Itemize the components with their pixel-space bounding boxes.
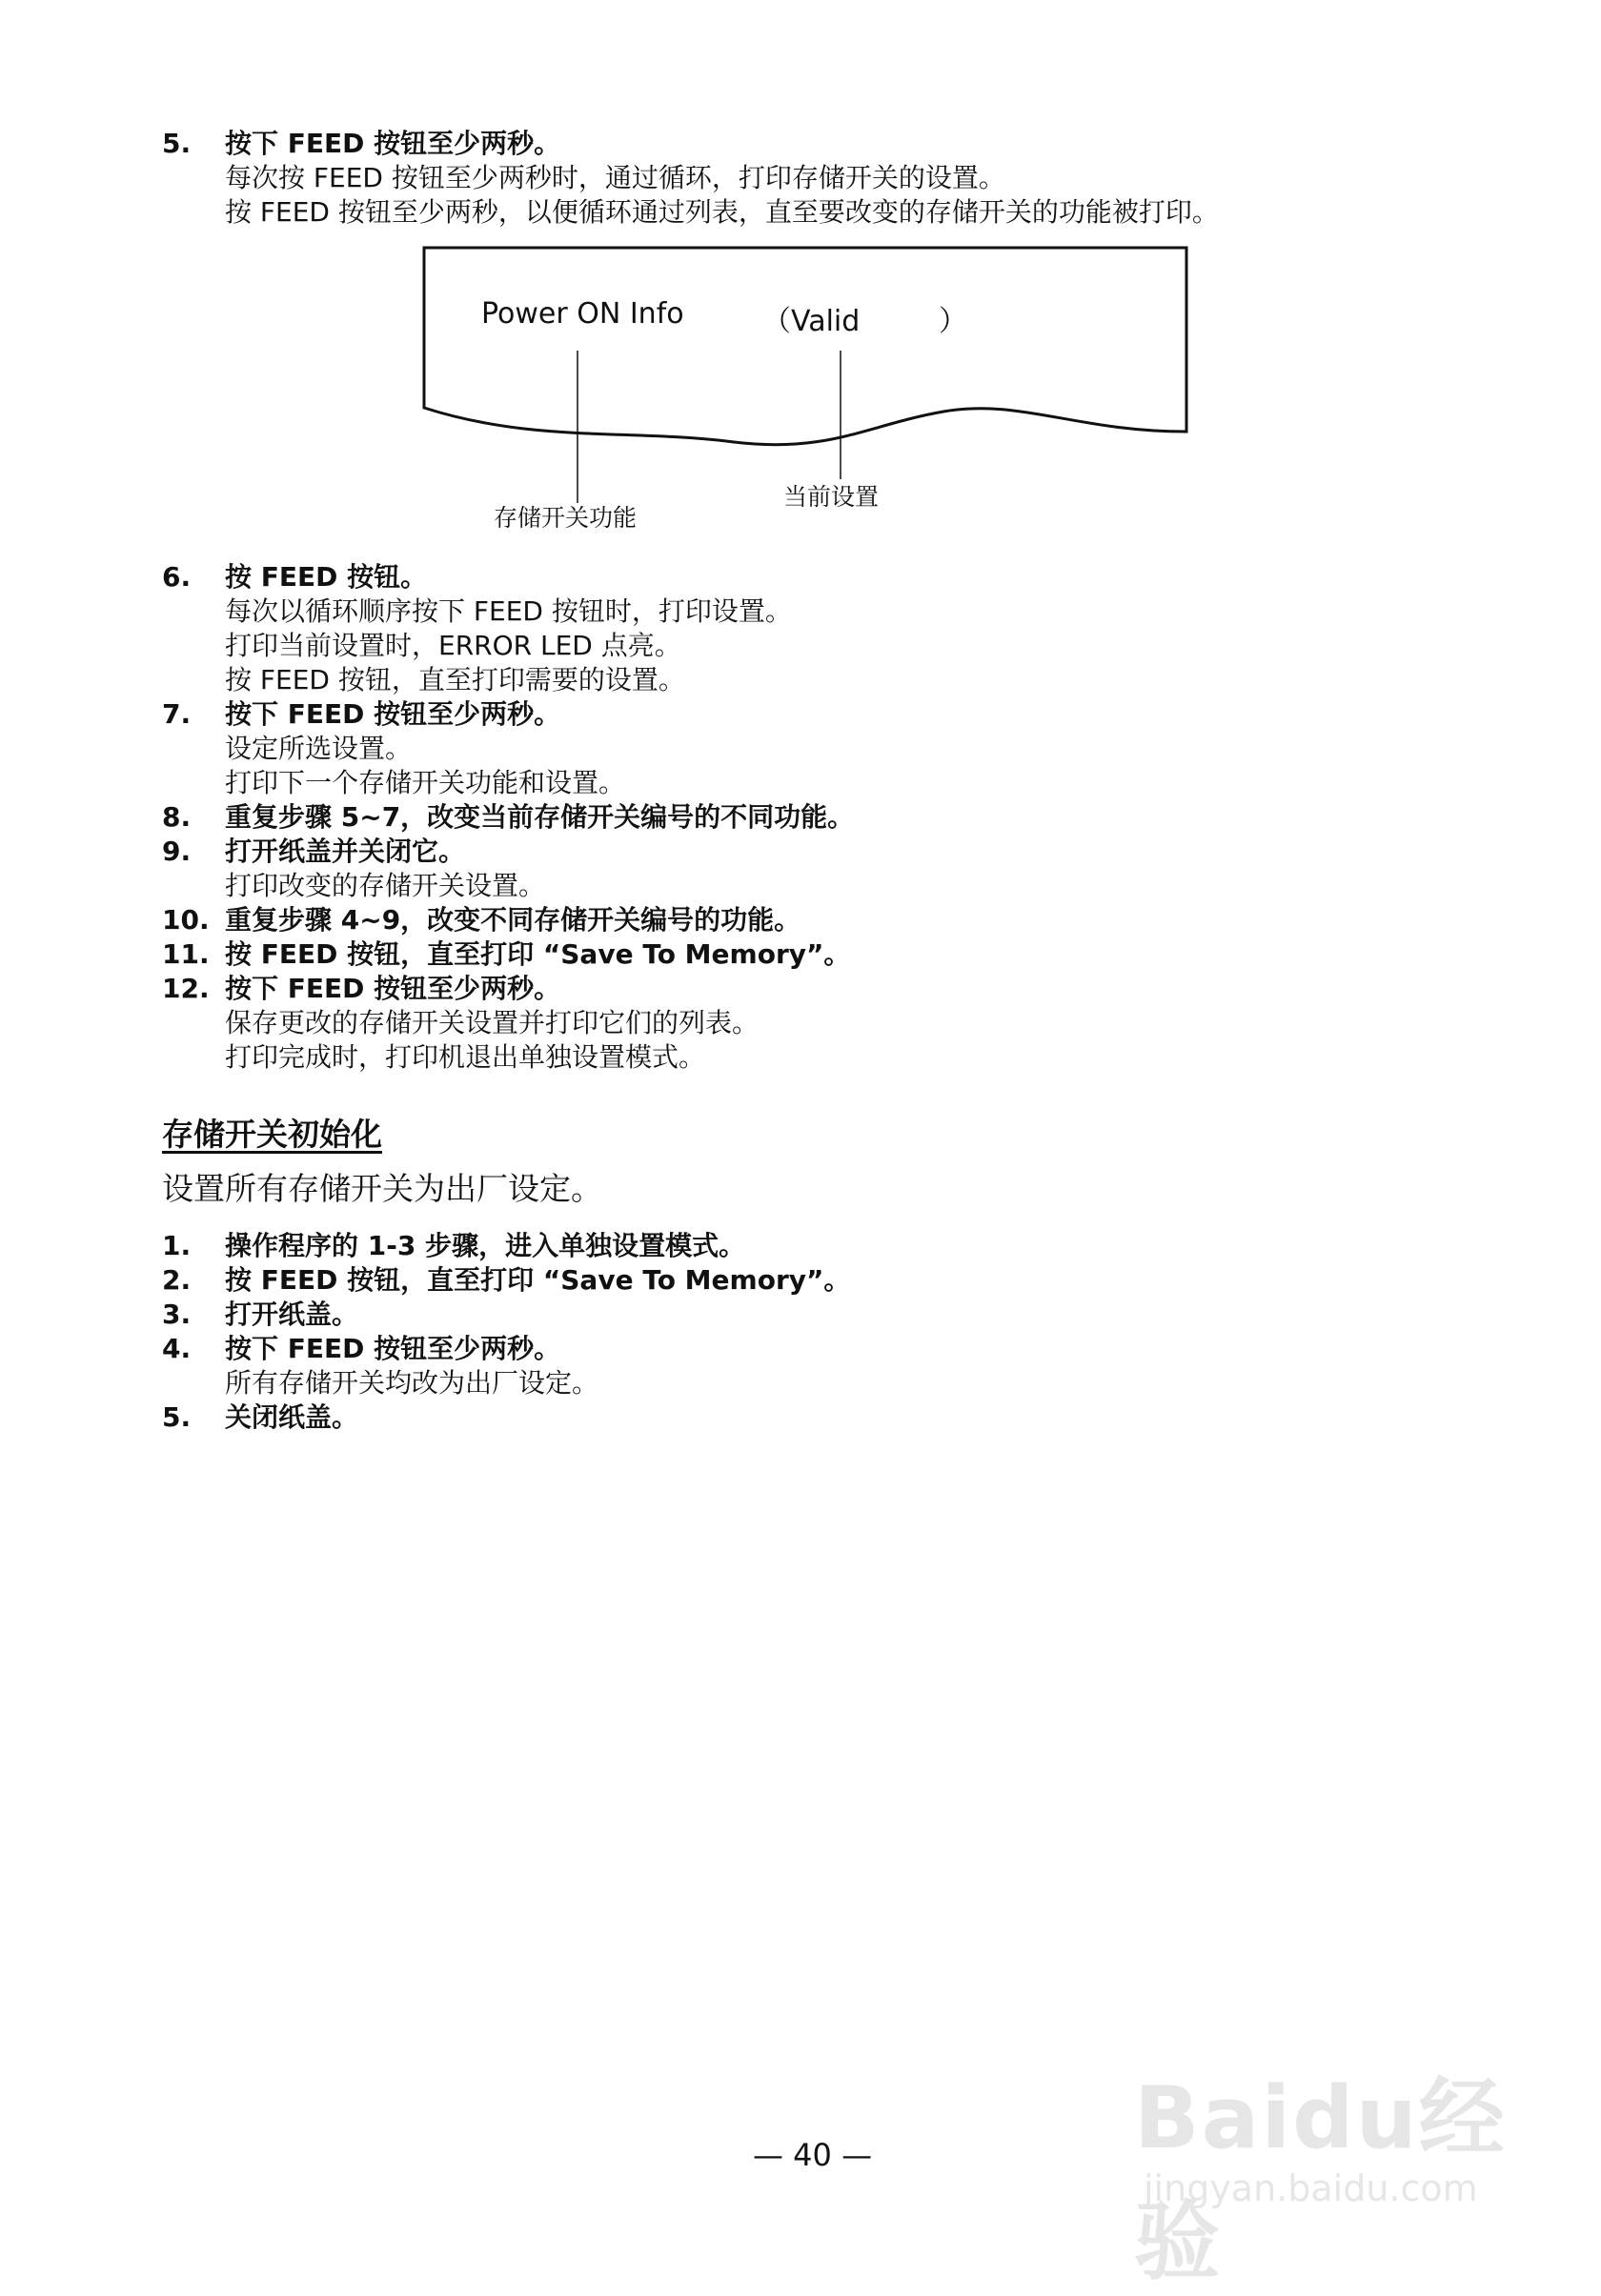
step-5 [162, 127, 1401, 230]
init-step-4 [162, 1332, 1401, 1400]
step-number: 8. [162, 801, 192, 833]
step-title: 打开纸盖。 [225, 1299, 359, 1330]
step-desc: 按 FEED 按钮至少两秒，以便循环通过列表，直至要改变的存储开关的功能被打印。 [225, 196, 1219, 228]
step-title: 按下 FEED 按钮至少两秒。 [225, 1333, 561, 1364]
step-title: 关闭纸盖。 [225, 1401, 359, 1433]
step-number: 12. [162, 973, 210, 1004]
step-number: 11. [162, 938, 210, 970]
step-number: 3. [162, 1299, 192, 1330]
step-desc: 按 FEED 按钮，直至打印需要的设置。 [225, 664, 685, 695]
step-title: 重复步骤 5~7，改变当前存储开关编号的不同功能。 [225, 801, 855, 833]
step-title: 按 FEED 按钮。 [225, 561, 428, 593]
valid-close-paren: ） [939, 305, 967, 338]
step-number: 5. [162, 1401, 192, 1433]
step-title: 按下 FEED 按钮至少两秒。 [225, 128, 561, 159]
step-desc: 所有存储开关均改为出厂设定。 [225, 1367, 599, 1399]
step-title: 打开纸盖并关闭它。 [225, 836, 466, 867]
step-desc: 设定所选设置。 [225, 733, 413, 764]
valid-label: （Valid [762, 305, 861, 338]
step-number: 2. [162, 1264, 192, 1296]
step-desc: 保存更改的存储开关设置并打印它们的列表。 [225, 1007, 760, 1038]
step-number: 1. [162, 1230, 192, 1261]
watermark-domain: jingyan.baidu.com [1144, 2167, 1478, 2209]
init-step-3 [162, 1298, 1401, 1332]
step-desc: 打印完成时，打印机退出单独设置模式。 [225, 1041, 706, 1073]
section-heading: 存储开关初始化 [162, 1116, 382, 1153]
section-intro: 设置所有存储开关为出厂设定。 [162, 1170, 602, 1207]
caption-current-setting: 当前设置 [783, 483, 880, 511]
step-title: 按下 FEED 按钮至少两秒。 [225, 973, 561, 1004]
step-11 [162, 937, 1401, 972]
step-number: 10. [162, 904, 210, 936]
watermark-logo: Baidu经验 [1134, 2068, 1507, 2292]
step-number: 5. [162, 128, 192, 159]
step-desc: 每次按 FEED 按钮至少两秒时，通过循环，打印存储开关的设置。 [225, 162, 1005, 193]
step-desc: 打印当前设置时，ERROR LED 点亮。 [225, 630, 681, 661]
step-desc: 打印下一个存储开关功能和设置。 [225, 767, 626, 798]
init-step-1 [162, 1229, 1401, 1263]
step-title: 操作程序的 1-3 步骤，进入单独设置模式。 [225, 1230, 746, 1261]
step-7 [162, 697, 1401, 800]
step-title: 按 FEED 按钮，直至打印 “Save To Memory”。 [225, 1264, 851, 1296]
page-number: — 40 — [753, 2137, 873, 2173]
caption-memory-switch-function: 存储开关功能 [494, 504, 638, 532]
step-6 [162, 560, 1401, 697]
step-number: 7. [162, 698, 192, 730]
step-number: 6. [162, 561, 192, 593]
step-title: 按下 FEED 按钮至少两秒。 [225, 698, 561, 730]
step-title: 按 FEED 按钮，直至打印 “Save To Memory”。 [225, 938, 851, 970]
step-12 [162, 972, 1401, 1075]
step-number: 4. [162, 1333, 192, 1364]
step-number: 9. [162, 836, 192, 867]
step-desc: 每次以循环顺序按下 FEED 按钮时，打印设置。 [225, 595, 792, 627]
init-step-5 [162, 1400, 1401, 1435]
power-on-info-label: Power ON Info [481, 297, 684, 331]
step-title: 重复步骤 4~9，改变不同存储开关编号的功能。 [225, 904, 801, 936]
baidu-watermark [1134, 2039, 1534, 2292]
receipt-diagram [410, 238, 1201, 543]
step-9 [162, 835, 1401, 903]
step-desc: 打印改变的存储开关设置。 [225, 870, 546, 901]
step-10 [162, 903, 1401, 937]
step-8 [162, 800, 1401, 835]
init-step-2 [162, 1263, 1401, 1298]
